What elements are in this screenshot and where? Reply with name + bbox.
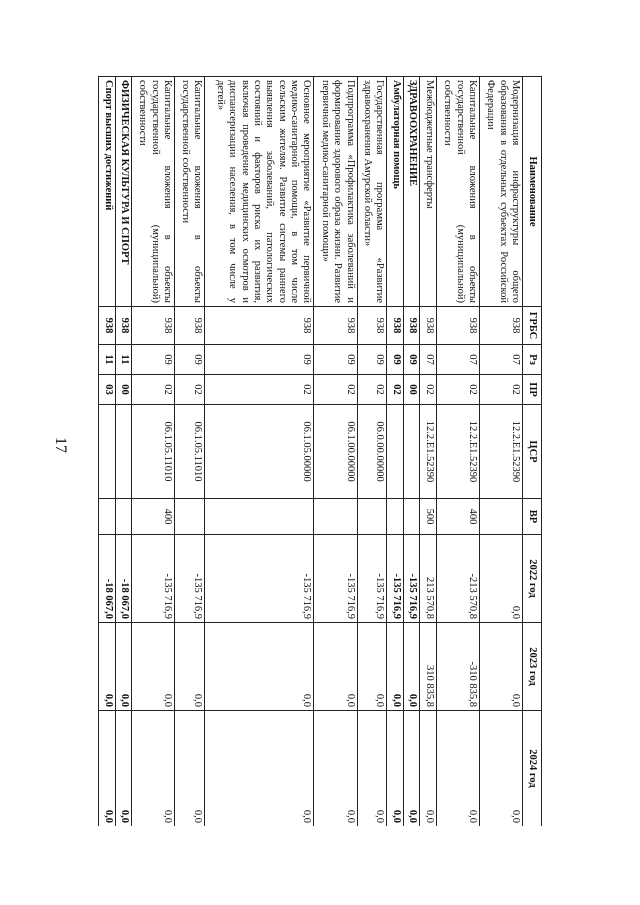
row-pr: 02 [420, 375, 437, 405]
header-vr: ВР [523, 499, 542, 535]
row-vr [479, 499, 522, 535]
page-number: 17 [52, 437, 69, 453]
row-grbs: 938 [357, 307, 387, 345]
row-2023: 0,0 [403, 623, 420, 711]
row-2022: -18 067,0 [115, 535, 132, 623]
row-vr [387, 499, 404, 535]
row-pr: 02 [387, 375, 404, 405]
row-2023: 0,0 [357, 623, 387, 711]
row-2024: 0,0 [387, 711, 404, 827]
row-2023: 0,0 [479, 623, 522, 711]
table-row [204, 77, 314, 827]
table-row [357, 77, 387, 827]
header-2023: 2023 год [523, 623, 542, 711]
row-csr: 06.0.00.00000 [357, 405, 387, 499]
row-2024: 0,0 [479, 711, 522, 827]
row-2024: 0,0 [314, 711, 357, 827]
row-pr: 00 [403, 375, 420, 405]
row-pr: 02 [436, 375, 479, 405]
row-csr: 06.1.05.11010 [175, 405, 205, 499]
header-2024: 2024 год [523, 711, 542, 827]
row-2023: 0,0 [204, 623, 314, 711]
row-2024: 0,0 [420, 711, 437, 827]
table-row [132, 77, 175, 827]
row-grbs: 938 [420, 307, 437, 345]
row-2024: 0,0 [115, 711, 132, 827]
row-pr: 02 [132, 375, 175, 405]
row-name: Основное мероприятие «Развитие первичной медико-санитарной помощи, в том числе сельским жителям. Развитие системы раннего выявления заболеваний, патологических состояний и факторов риска их развития, включая проведение медицинских осмотров и диспансеризации населения, в том числе у детей» [204, 77, 314, 307]
row-2022: -18 067,0 [99, 535, 116, 623]
row-vr [357, 499, 387, 535]
row-grbs: 938 [403, 307, 420, 345]
header-grbs: ГРБС [523, 307, 542, 345]
table-row [115, 77, 132, 827]
row-pr: 02 [314, 375, 357, 405]
row-2024: 0,0 [175, 711, 205, 827]
row-2024: 0,0 [403, 711, 420, 827]
row-2022: -135 716,9 [175, 535, 205, 623]
row-vr [115, 499, 132, 535]
row-rz: 07 [479, 345, 522, 375]
row-2024: 0,0 [357, 711, 387, 827]
row-grbs: 938 [436, 307, 479, 345]
table-row [314, 77, 357, 827]
row-csr: 06.1.05.00000 [204, 405, 314, 499]
row-name: Государственная программа «Развитие здравоохранения Амурской области» [357, 77, 387, 307]
row-2022: -135 716,9 [387, 535, 404, 623]
row-name: Капитальные вложения в объекты государственной (муниципальной) собственности [436, 77, 479, 307]
row-grbs: 938 [132, 307, 175, 345]
row-name: Модернизация инфраструктуры общего образования в отдельных субъектах Российской Федерации [479, 77, 522, 307]
row-2024: 0,0 [436, 711, 479, 827]
row-2022: -135 716,9 [357, 535, 387, 623]
row-vr: 500 [420, 499, 437, 535]
header-name: Наименование [523, 77, 542, 307]
row-grbs: 938 [204, 307, 314, 345]
row-name: Капитальные вложения в объекты государственной (муниципальной) собственности [132, 77, 175, 307]
row-2022: -213 570,8 [436, 535, 479, 623]
row-csr [99, 405, 116, 499]
row-2022: -135 716,9 [204, 535, 314, 623]
row-2022: -135 716,9 [314, 535, 357, 623]
header-2022: 2022 год [523, 535, 542, 623]
table-row [436, 77, 479, 827]
rotated-table-container [98, 76, 542, 826]
row-2024: 0,0 [132, 711, 175, 827]
row-name: Подпрограмма «Профилактика заболеваний и формирование здорового образа жизни. Развитие первичной медико-санитарной помощи» [314, 77, 357, 307]
row-2022: -135 716,9 [132, 535, 175, 623]
row-rz: 09 [175, 345, 205, 375]
row-name: ЗДРАВООХРАНЕНИЕ [403, 77, 420, 307]
row-2023: 0,0 [175, 623, 205, 711]
row-csr [387, 405, 404, 499]
header-pr: ПР [523, 375, 542, 405]
table-row [479, 77, 522, 827]
row-pr: 03 [99, 375, 116, 405]
row-2023: -310 835,8 [436, 623, 479, 711]
row-vr: 400 [132, 499, 175, 535]
row-grbs: 938 [99, 307, 116, 345]
row-csr: 12.2.Е1.52390 [436, 405, 479, 499]
row-rz: 09 [132, 345, 175, 375]
row-2023: 0,0 [314, 623, 357, 711]
row-grbs: 938 [314, 307, 357, 345]
row-csr: 06.1.00.00000 [314, 405, 357, 499]
row-grbs: 938 [387, 307, 404, 345]
row-2023: 0,0 [115, 623, 132, 711]
row-name: Амбулаторная помощь [387, 77, 404, 307]
row-grbs: 938 [479, 307, 522, 345]
row-vr [99, 499, 116, 535]
table-row [420, 77, 437, 827]
row-rz: 09 [403, 345, 420, 375]
table-row [175, 77, 205, 827]
header-row [523, 77, 542, 827]
row-2022: -135 716,9 [403, 535, 420, 623]
row-2024: 0,0 [99, 711, 116, 827]
row-2022: 0,0 [479, 535, 522, 623]
row-rz: 07 [436, 345, 479, 375]
row-name: Межбюджетные трансферты [420, 77, 437, 307]
row-grbs: 938 [115, 307, 132, 345]
row-csr: 12.2.Е1.52390 [479, 405, 522, 499]
row-2023: 0,0 [132, 623, 175, 711]
row-2022: 213 570,8 [420, 535, 437, 623]
row-rz: 11 [115, 345, 132, 375]
row-vr [314, 499, 357, 535]
row-vr [403, 499, 420, 535]
row-grbs: 938 [175, 307, 205, 345]
table-row [99, 77, 116, 827]
row-rz: 09 [314, 345, 357, 375]
table-row [403, 77, 420, 827]
row-csr: 12.2.Е1.52390 [420, 405, 437, 499]
table-row [387, 77, 404, 827]
row-pr: 02 [175, 375, 205, 405]
row-rz: 09 [204, 345, 314, 375]
row-rz: 07 [420, 345, 437, 375]
row-rz: 09 [387, 345, 404, 375]
row-pr: 02 [204, 375, 314, 405]
row-vr [175, 499, 205, 535]
row-csr [403, 405, 420, 499]
row-2023: 0,0 [99, 623, 116, 711]
row-rz: 09 [357, 345, 387, 375]
row-rz: 11 [99, 345, 116, 375]
row-vr [204, 499, 314, 535]
row-name: ФИЗИЧЕСКАЯ КУЛЬТУРА И СПОРТ [115, 77, 132, 307]
row-2023: 310 835,8 [420, 623, 437, 711]
row-2023: 0,0 [387, 623, 404, 711]
row-csr [115, 405, 132, 499]
header-rz: Рз [523, 345, 542, 375]
row-name: Капитальные вложения в объекты государственной собственности [175, 77, 205, 307]
row-name: Спорт высших достижений [99, 77, 116, 307]
budget-table [98, 76, 542, 826]
header-csr: ЦСР [523, 405, 542, 499]
row-pr: 00 [115, 375, 132, 405]
row-vr: 400 [436, 499, 479, 535]
row-csr: 06.1.05.11010 [132, 405, 175, 499]
row-pr: 02 [357, 375, 387, 405]
row-2024: 0,0 [204, 711, 314, 827]
row-pr: 02 [479, 375, 522, 405]
